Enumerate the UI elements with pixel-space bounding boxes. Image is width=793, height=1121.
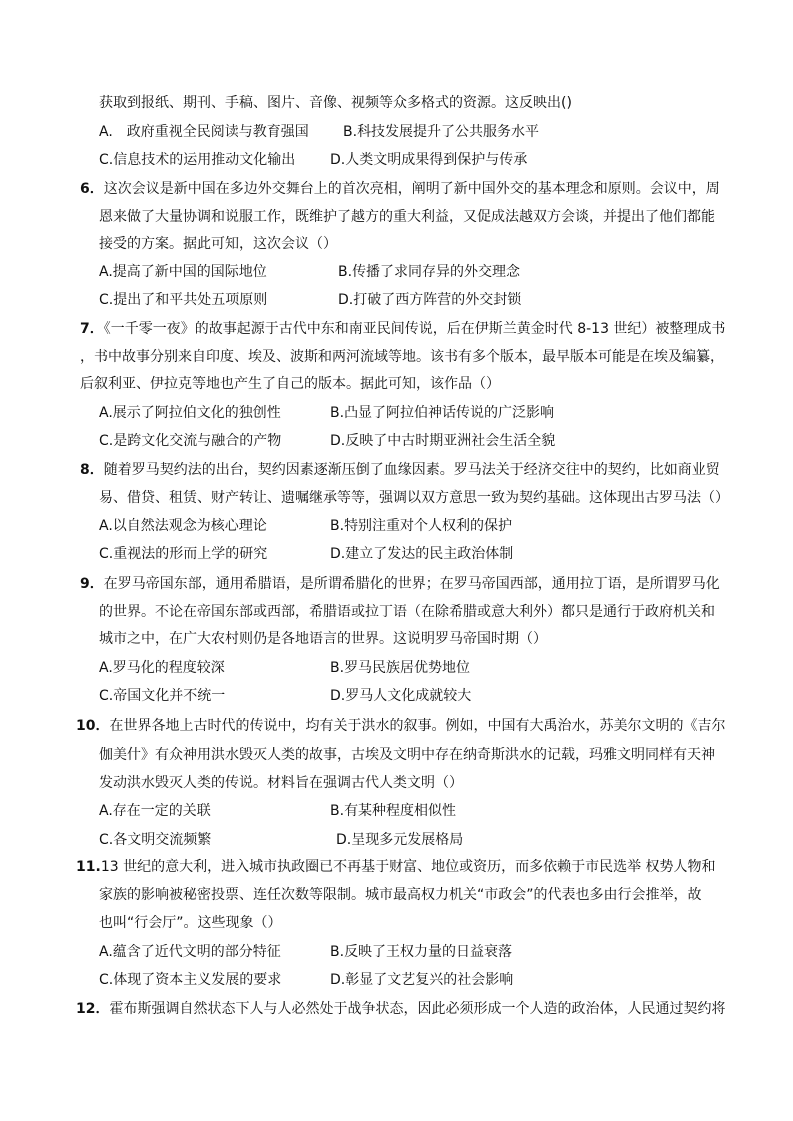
q7-option-d: D.反映了中古时期亚洲社会生活全貌 xyxy=(330,433,556,449)
q6-stem-line-2: 恩来做了大量协调和说服工作，既维护了越方的重大利益，又促成法越双方会谈，并提出了他们都能 xyxy=(99,209,715,225)
q6-number: 6． xyxy=(80,181,104,197)
intro-option-d: D.人类文明成果得到保护与传承 xyxy=(330,152,528,168)
q10-stem-line-3: 发动洪水毁灭人类的传说。材料旨在强调古代人类文明（） xyxy=(99,775,463,791)
q8-option-b: B.特别注重对个人权利的保护 xyxy=(330,518,513,534)
q6-stem-line-3: 接受的方案。据此可知，这次会议（） xyxy=(99,236,337,252)
q11-number: 11. xyxy=(76,859,101,875)
q11-option-d: D.彰显了文艺复兴的社会影响 xyxy=(330,972,514,988)
q6-option-c: C.提出了和平共处五项原则 xyxy=(99,292,268,308)
q10-stem-line-2: 伽美什》有众神用洪水毁灭人类的故事，古埃及文明中存在纳奇斯洪水的记载，玛雅文明同样有天神 xyxy=(99,747,715,763)
q9-option-d: D.罗马人文化成就较大 xyxy=(330,688,472,704)
q9-stem-line-3: 城市之中，在广大农村则仍是各地语言的世界。这说明罗马帝国时期（） xyxy=(99,631,547,647)
q7-option-c: C.是跨文化交流与融合的产物 xyxy=(99,433,282,449)
q12-number: 12． xyxy=(76,1001,110,1017)
intro-option-b: B.科技发展提升了公共服务水平 xyxy=(343,124,540,140)
q9-number: 9． xyxy=(80,576,104,592)
q8-stem-line-1: 8．随着罗马契约法的出台，契约因素逐渐压倒了血缘因素。罗马法关于经济交往中的契约，比如商业贸 xyxy=(80,462,720,478)
q6-option-d: D.打破了西方阵营的外交封锁 xyxy=(338,292,522,308)
q10-option-d: D.呈现多元发展格局 xyxy=(336,832,464,848)
q10-stem-line-1: 10．在世界各地上古时代的传说中，均有关于洪水的叙事。例如，中国有大禹治水，苏美尔文明的《吉尔 xyxy=(76,718,726,734)
q8-option-c: C.重视法的形而上学的研究 xyxy=(99,546,268,562)
q9-stem-line-2: 的世界。不论在帝国东部或西部，希腊语或拉丁语（在除希腊或意大利外）都只是通行于政府机关和 xyxy=(99,604,715,620)
q8-option-a: A.以自然法观念为核心理论 xyxy=(99,518,267,534)
intro-option-c: C.信息技术的运用推动文化输出 xyxy=(99,152,296,168)
intro-stem-line-1: 获取到报纸、期刊、手稿、图片、音像、视频等众多格式的资源。这反映出() xyxy=(99,95,572,111)
q7-stem-line-1: 7．《一千零一夜》的故事起源于古代中东和南亚民间传说，后在伊斯兰黄金时代 8-13 世纪）被整理成书 xyxy=(80,321,726,337)
q10-option-c: C.各文明交流频繁 xyxy=(99,832,212,848)
q11-option-c: C.体现了资本主义发展的要求 xyxy=(99,972,282,988)
q7-stem-line-3: 后叙利亚、伊拉克等地也产生了自己的版本。据此可知，该作品（） xyxy=(80,376,500,392)
q7-option-a: A.展示了阿拉伯文化的独创性 xyxy=(99,405,281,421)
q11-stem-line-2: 家族的影响被秘密投票、连任次数等限制。城市最高权力机关“市政会”的代表也多由行会推举，故 xyxy=(99,887,702,903)
q6-option-b: B.传播了求同存异的外交理念 xyxy=(338,264,521,280)
intro-option-a: A. 政府重视全民阅读与教育强国 xyxy=(99,124,309,140)
q11-stem-line-1: 11.13 世纪的意大利，进入城市执政圈已不再基于财富、地位或资历，而多依赖于市民选举 权势人物和 xyxy=(76,859,716,875)
q10-option-a: A.存在一定的关联 xyxy=(99,803,211,819)
q9-option-a: A.罗马化的程度较深 xyxy=(99,660,225,676)
q8-number: 8． xyxy=(80,462,104,478)
q8-option-d: D.建立了发达的民主政治体制 xyxy=(330,546,514,562)
q6-option-a: A.提高了新中国的国际地位 xyxy=(99,264,267,280)
q10-number: 10． xyxy=(76,718,110,734)
q6-stem-line-1: 6．这次会议是新中国在多边外交舞台上的首次亮相，阐明了新中国外交的基本理念和原则。会议中，周 xyxy=(80,181,720,197)
q12-stem-line-1: 12．霍布斯强调自然状态下人与人必然处于战争状态，因此必须形成一个人造的政治体，人民通过契约将 xyxy=(76,1001,726,1017)
q7-option-b: B.凸显了阿拉伯神话传说的广泛影响 xyxy=(330,405,555,421)
q9-option-b: B.罗马民族居优势地位 xyxy=(330,660,471,676)
q8-stem-line-2: 易、借贷、租赁、财产转让、遗嘱继承等等，强调以双方意思一致为契约基础。这体现出古罗马法（） xyxy=(99,490,729,506)
q11-option-a: A.蕴含了近代文明的部分特征 xyxy=(99,944,281,960)
q11-stem-line-3: 也叫“行会厅”。这些现象（） xyxy=(99,915,282,931)
q11-option-b: B.反映了王权力量的日益衰落 xyxy=(330,944,513,960)
q9-stem-line-1: 9．在罗马帝国东部，通用希腊语，是所谓希腊化的世界；在罗马帝国西部，通用拉丁语，是所谓罗马化 xyxy=(80,576,720,592)
q7-stem-line-2: ，书中故事分别来自印度、埃及、波斯和两河流域等地。该书有多个版本，最早版本可能是在埃及编纂， xyxy=(80,349,724,365)
q9-option-c: C.帝国文化并不统一 xyxy=(99,688,226,704)
q7-number: 7． xyxy=(80,321,104,337)
q10-option-b: B.有某种程度相似性 xyxy=(330,803,457,819)
